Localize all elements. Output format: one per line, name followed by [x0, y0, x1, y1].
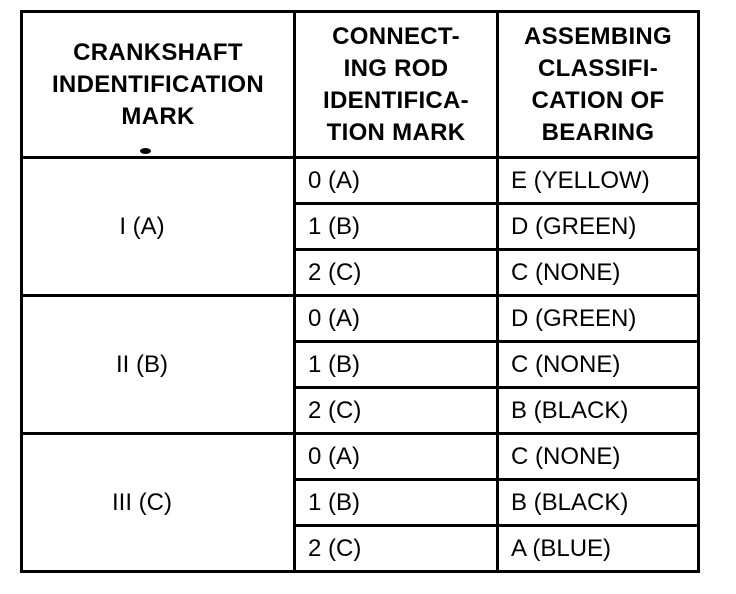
- header-line: BEARING: [541, 118, 655, 146]
- bearing-class-cell: C (NONE): [498, 342, 699, 388]
- bearing-class-cell: C (NONE): [498, 250, 699, 296]
- bearing-selection-table: [20, 10, 700, 573]
- header-row: [22, 12, 699, 158]
- rod-mark-cell: 0 (A): [295, 158, 498, 204]
- header-line: ASSEMBING: [523, 22, 673, 50]
- crankshaft-mark-cell: [22, 434, 295, 572]
- rod-mark-cell: 0 (A): [295, 434, 498, 480]
- table-row: [22, 296, 699, 342]
- bearing-class-cell: C (NONE): [498, 434, 699, 480]
- header-connecting-rod-mark: [295, 12, 498, 158]
- header-line: INDENTIFICATION: [51, 70, 265, 98]
- header-line: MARK: [121, 102, 195, 130]
- crankshaft-mark: II (B): [116, 350, 168, 378]
- crankshaft-mark: I (A): [119, 212, 165, 240]
- header-line: CLASSIFI-: [537, 54, 659, 82]
- rod-mark-cell: 2 (C): [295, 526, 498, 572]
- bearing-class-cell: B (BLACK): [498, 480, 699, 526]
- rod-mark-cell: 2 (C): [295, 388, 498, 434]
- table-row: [22, 434, 699, 480]
- header-line: ING ROD: [343, 54, 449, 82]
- bearing-class-cell: E (YELLOW): [498, 158, 699, 204]
- crankshaft-mark-cell: [22, 158, 295, 296]
- header-crankshaft-mark: [22, 12, 295, 158]
- rod-mark-cell: 1 (B): [295, 480, 498, 526]
- crankshaft-mark-cell: [22, 296, 295, 434]
- table-row: [22, 158, 699, 204]
- rod-mark-cell: 1 (B): [295, 204, 498, 250]
- header-line: TION MARK: [326, 118, 466, 146]
- header-bearing-classification: [498, 12, 699, 158]
- header-line: IDENTIFICA-: [323, 86, 469, 114]
- crankshaft-mark: III (C): [112, 488, 172, 516]
- ink-speck: [140, 148, 151, 154]
- bearing-class-cell: B (BLACK): [498, 388, 699, 434]
- bearing-class-cell: D (GREEN): [498, 204, 699, 250]
- rod-mark-cell: 1 (B): [295, 342, 498, 388]
- rod-mark-cell: 0 (A): [295, 296, 498, 342]
- header-line: CRANKSHAFT: [73, 38, 243, 66]
- bearing-class-cell: D (GREEN): [498, 296, 699, 342]
- rod-mark-cell: 2 (C): [295, 250, 498, 296]
- bearing-class-cell: A (BLUE): [498, 526, 699, 572]
- header-line: CATION OF: [531, 86, 665, 114]
- header-line: CONNECT-: [332, 22, 460, 50]
